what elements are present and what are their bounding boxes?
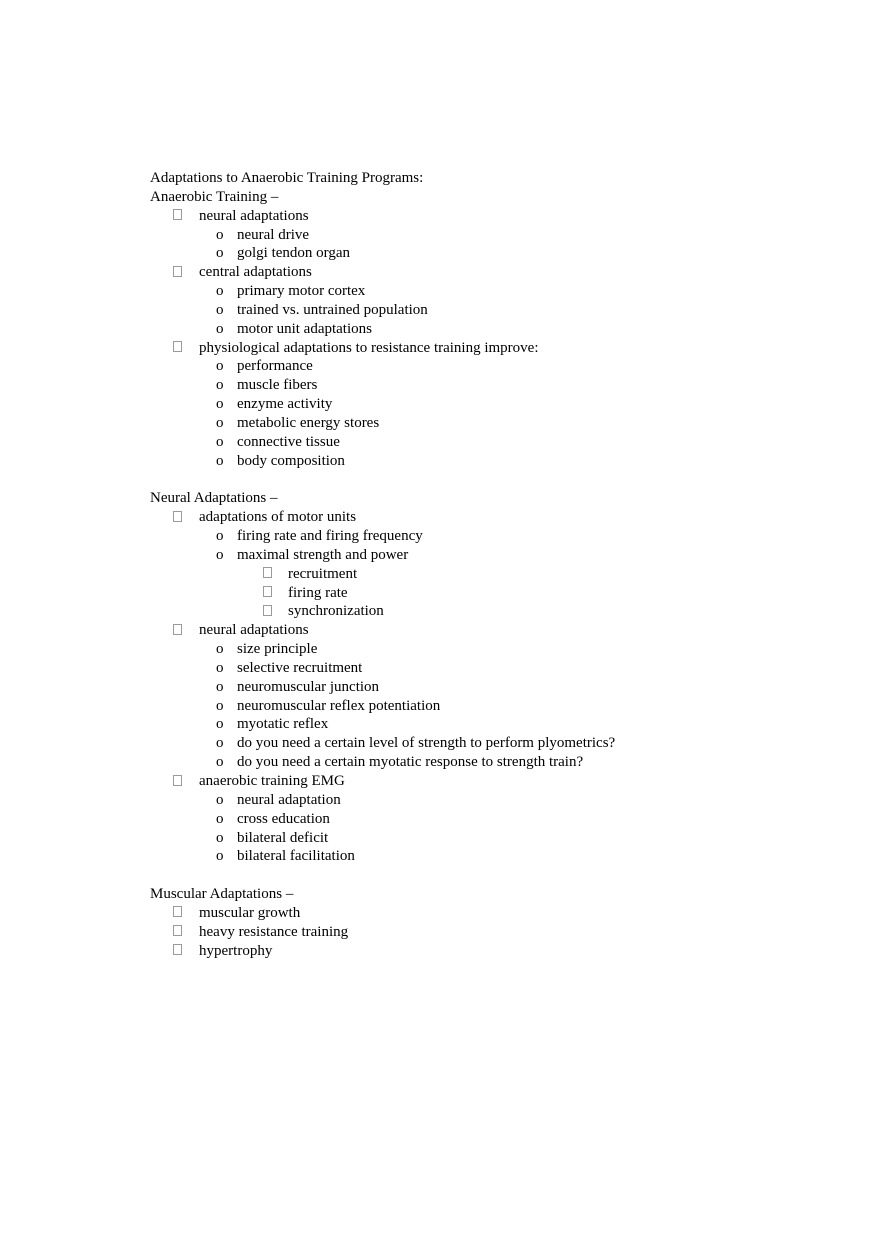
list-item-label: neuromuscular junction	[237, 678, 380, 695]
list-item-level-2	[150, 640, 810, 659]
document-title: Adaptations to Anaerobic Training Programs:	[150, 170, 424, 186]
list-item-level-1	[150, 942, 810, 961]
bullet-marker: o	[216, 245, 224, 262]
square-bullet-icon	[263, 567, 272, 578]
bullet-marker	[263, 602, 272, 621]
square-bullet-icon	[173, 511, 182, 522]
section-spacer	[150, 866, 810, 885]
square-bullet-icon	[173, 341, 182, 352]
list-item-level-2	[150, 829, 810, 848]
list-item-label: adaptations of motor units	[199, 509, 357, 526]
list-item-level-2	[150, 376, 810, 395]
list-item-level-1	[150, 772, 810, 791]
square-bullet-icon	[173, 624, 182, 635]
list-item-level-2	[150, 395, 810, 414]
list-item-level-1	[150, 339, 810, 358]
square-bullet-icon	[173, 944, 182, 955]
bullet-marker	[173, 942, 182, 961]
bullet-marker: o	[216, 659, 224, 676]
bullet-marker: o	[216, 716, 224, 733]
list-item-level-2	[150, 715, 810, 734]
list-item-label: heavy resistance training	[199, 923, 349, 940]
bullet-marker: o	[216, 829, 224, 846]
bullet-marker: o	[216, 320, 224, 337]
bullet-marker: o	[216, 546, 224, 563]
bullet-marker: o	[216, 226, 224, 243]
list-item-level-2	[150, 678, 810, 697]
list-item-label: central adaptations	[199, 264, 312, 281]
list-item-label: cross education	[237, 810, 330, 827]
bullet-marker: o	[216, 301, 224, 318]
bullet-marker	[173, 207, 182, 226]
list-item-label: do you need a certain myotatic response to strength train?	[237, 754, 584, 771]
bullet-marker: o	[216, 377, 224, 394]
list-item-label: neuromuscular reflex potentiation	[237, 697, 441, 714]
list-item-label: enzyme activity	[237, 396, 333, 413]
bullet-marker: o	[216, 754, 224, 771]
list-item-level-1	[150, 621, 810, 640]
list-item-label: connective tissue	[237, 433, 340, 450]
section-heading: Muscular Adaptations –	[150, 886, 294, 903]
list-item-label: myotatic reflex	[237, 716, 329, 733]
bullet-marker: o	[216, 396, 224, 413]
square-bullet-icon	[173, 906, 182, 917]
bullet-marker	[173, 923, 182, 942]
list-item-level-2	[150, 697, 810, 716]
list-item-level-2	[150, 847, 810, 866]
bullet-marker: o	[216, 848, 224, 865]
list-item-level-2	[150, 546, 810, 565]
bullet-marker: o	[216, 810, 224, 827]
list-item-level-3	[150, 565, 810, 584]
document-body	[150, 169, 810, 960]
list-item-level-2	[150, 320, 810, 339]
section-heading: Anaerobic Training –	[150, 188, 279, 205]
list-item-label: primary motor cortex	[237, 283, 366, 300]
list-item-label: size principle	[237, 641, 318, 658]
bullet-marker: o	[216, 735, 224, 752]
list-item-level-2	[150, 659, 810, 678]
sections-container	[150, 188, 810, 961]
list-item-level-1	[150, 207, 810, 226]
list-item-level-1	[150, 508, 810, 527]
square-bullet-icon	[173, 925, 182, 936]
bullet-marker	[263, 565, 272, 584]
section-spacer	[150, 471, 810, 490]
list-item-label: golgi tendon organ	[237, 245, 351, 262]
bullet-marker: o	[216, 358, 224, 375]
bullet-marker	[173, 621, 182, 640]
list-item-label: neural adaptation	[237, 791, 341, 808]
bullet-marker: o	[216, 697, 224, 714]
list-item-label: selective recruitment	[237, 659, 363, 676]
list-item-level-2	[150, 226, 810, 245]
list-item-level-1	[150, 263, 810, 282]
list-item-level-2	[150, 244, 810, 263]
square-bullet-icon	[173, 775, 182, 786]
list-item-level-3	[150, 602, 810, 621]
list-item-label: metabolic energy stores	[237, 414, 380, 431]
list-item-label: maximal strength and power	[237, 546, 409, 563]
list-item-level-2	[150, 282, 810, 301]
list-item-level-2	[150, 357, 810, 376]
bullet-marker: o	[216, 641, 224, 658]
square-bullet-icon	[263, 586, 272, 597]
list-item-level-1	[150, 904, 810, 923]
square-bullet-icon	[263, 605, 272, 616]
bullet-marker	[173, 904, 182, 923]
list-item-label: neural adaptations	[199, 207, 309, 224]
square-bullet-icon	[173, 209, 182, 220]
bullet-marker: o	[216, 283, 224, 300]
square-bullet-icon	[173, 266, 182, 277]
list-item-level-2	[150, 433, 810, 452]
list-item-label: firing rate	[288, 584, 348, 601]
bullet-marker	[173, 339, 182, 358]
list-item-level-2	[150, 734, 810, 753]
bullet-marker: o	[216, 433, 224, 450]
bullet-marker: o	[216, 452, 224, 469]
list-item-label: body composition	[237, 452, 345, 469]
list-item-level-2	[150, 301, 810, 320]
bullet-marker	[173, 508, 182, 527]
bullet-marker: o	[216, 678, 224, 695]
list-item-label: neural drive	[237, 226, 310, 243]
list-item-label: anaerobic training EMG	[199, 773, 345, 789]
list-item-label: bilateral deficit	[237, 829, 329, 846]
list-item-label: muscular growth	[199, 904, 301, 921]
list-item-label: do you need a certain level of strength to perform plyometrics?	[237, 735, 616, 752]
list-item-level-2	[150, 791, 810, 810]
bullet-marker: o	[216, 791, 224, 808]
bullet-marker: o	[216, 414, 224, 431]
bullet-marker	[263, 584, 272, 603]
list-item-label: neural adaptations	[199, 622, 309, 639]
list-item-level-2	[150, 414, 810, 433]
bullet-marker: o	[216, 528, 224, 545]
list-item-label: recruitment	[288, 565, 358, 582]
list-item-level-2	[150, 527, 810, 546]
list-item-label: firing rate and firing frequency	[237, 528, 423, 545]
list-item-label: muscle fibers	[237, 377, 318, 394]
list-item-level-2	[150, 452, 810, 471]
list-item-label: hypertrophy	[199, 942, 273, 959]
list-item-label: trained vs. untrained population	[237, 301, 428, 318]
bullet-marker	[173, 263, 182, 282]
list-item-level-1	[150, 923, 810, 942]
list-item-level-2	[150, 810, 810, 829]
list-item-label: physiological adaptations to resistance training improve:	[199, 339, 539, 356]
list-item-label: motor unit adaptations	[237, 320, 372, 337]
list-item-level-3	[150, 584, 810, 603]
list-item-label: bilateral facilitation	[237, 848, 355, 865]
section-heading: Neural Adaptations –	[150, 490, 278, 507]
list-item-label: synchronization	[288, 603, 384, 620]
bullet-marker	[173, 772, 182, 791]
list-item-level-2	[150, 753, 810, 772]
list-item-label: performance	[237, 358, 313, 375]
